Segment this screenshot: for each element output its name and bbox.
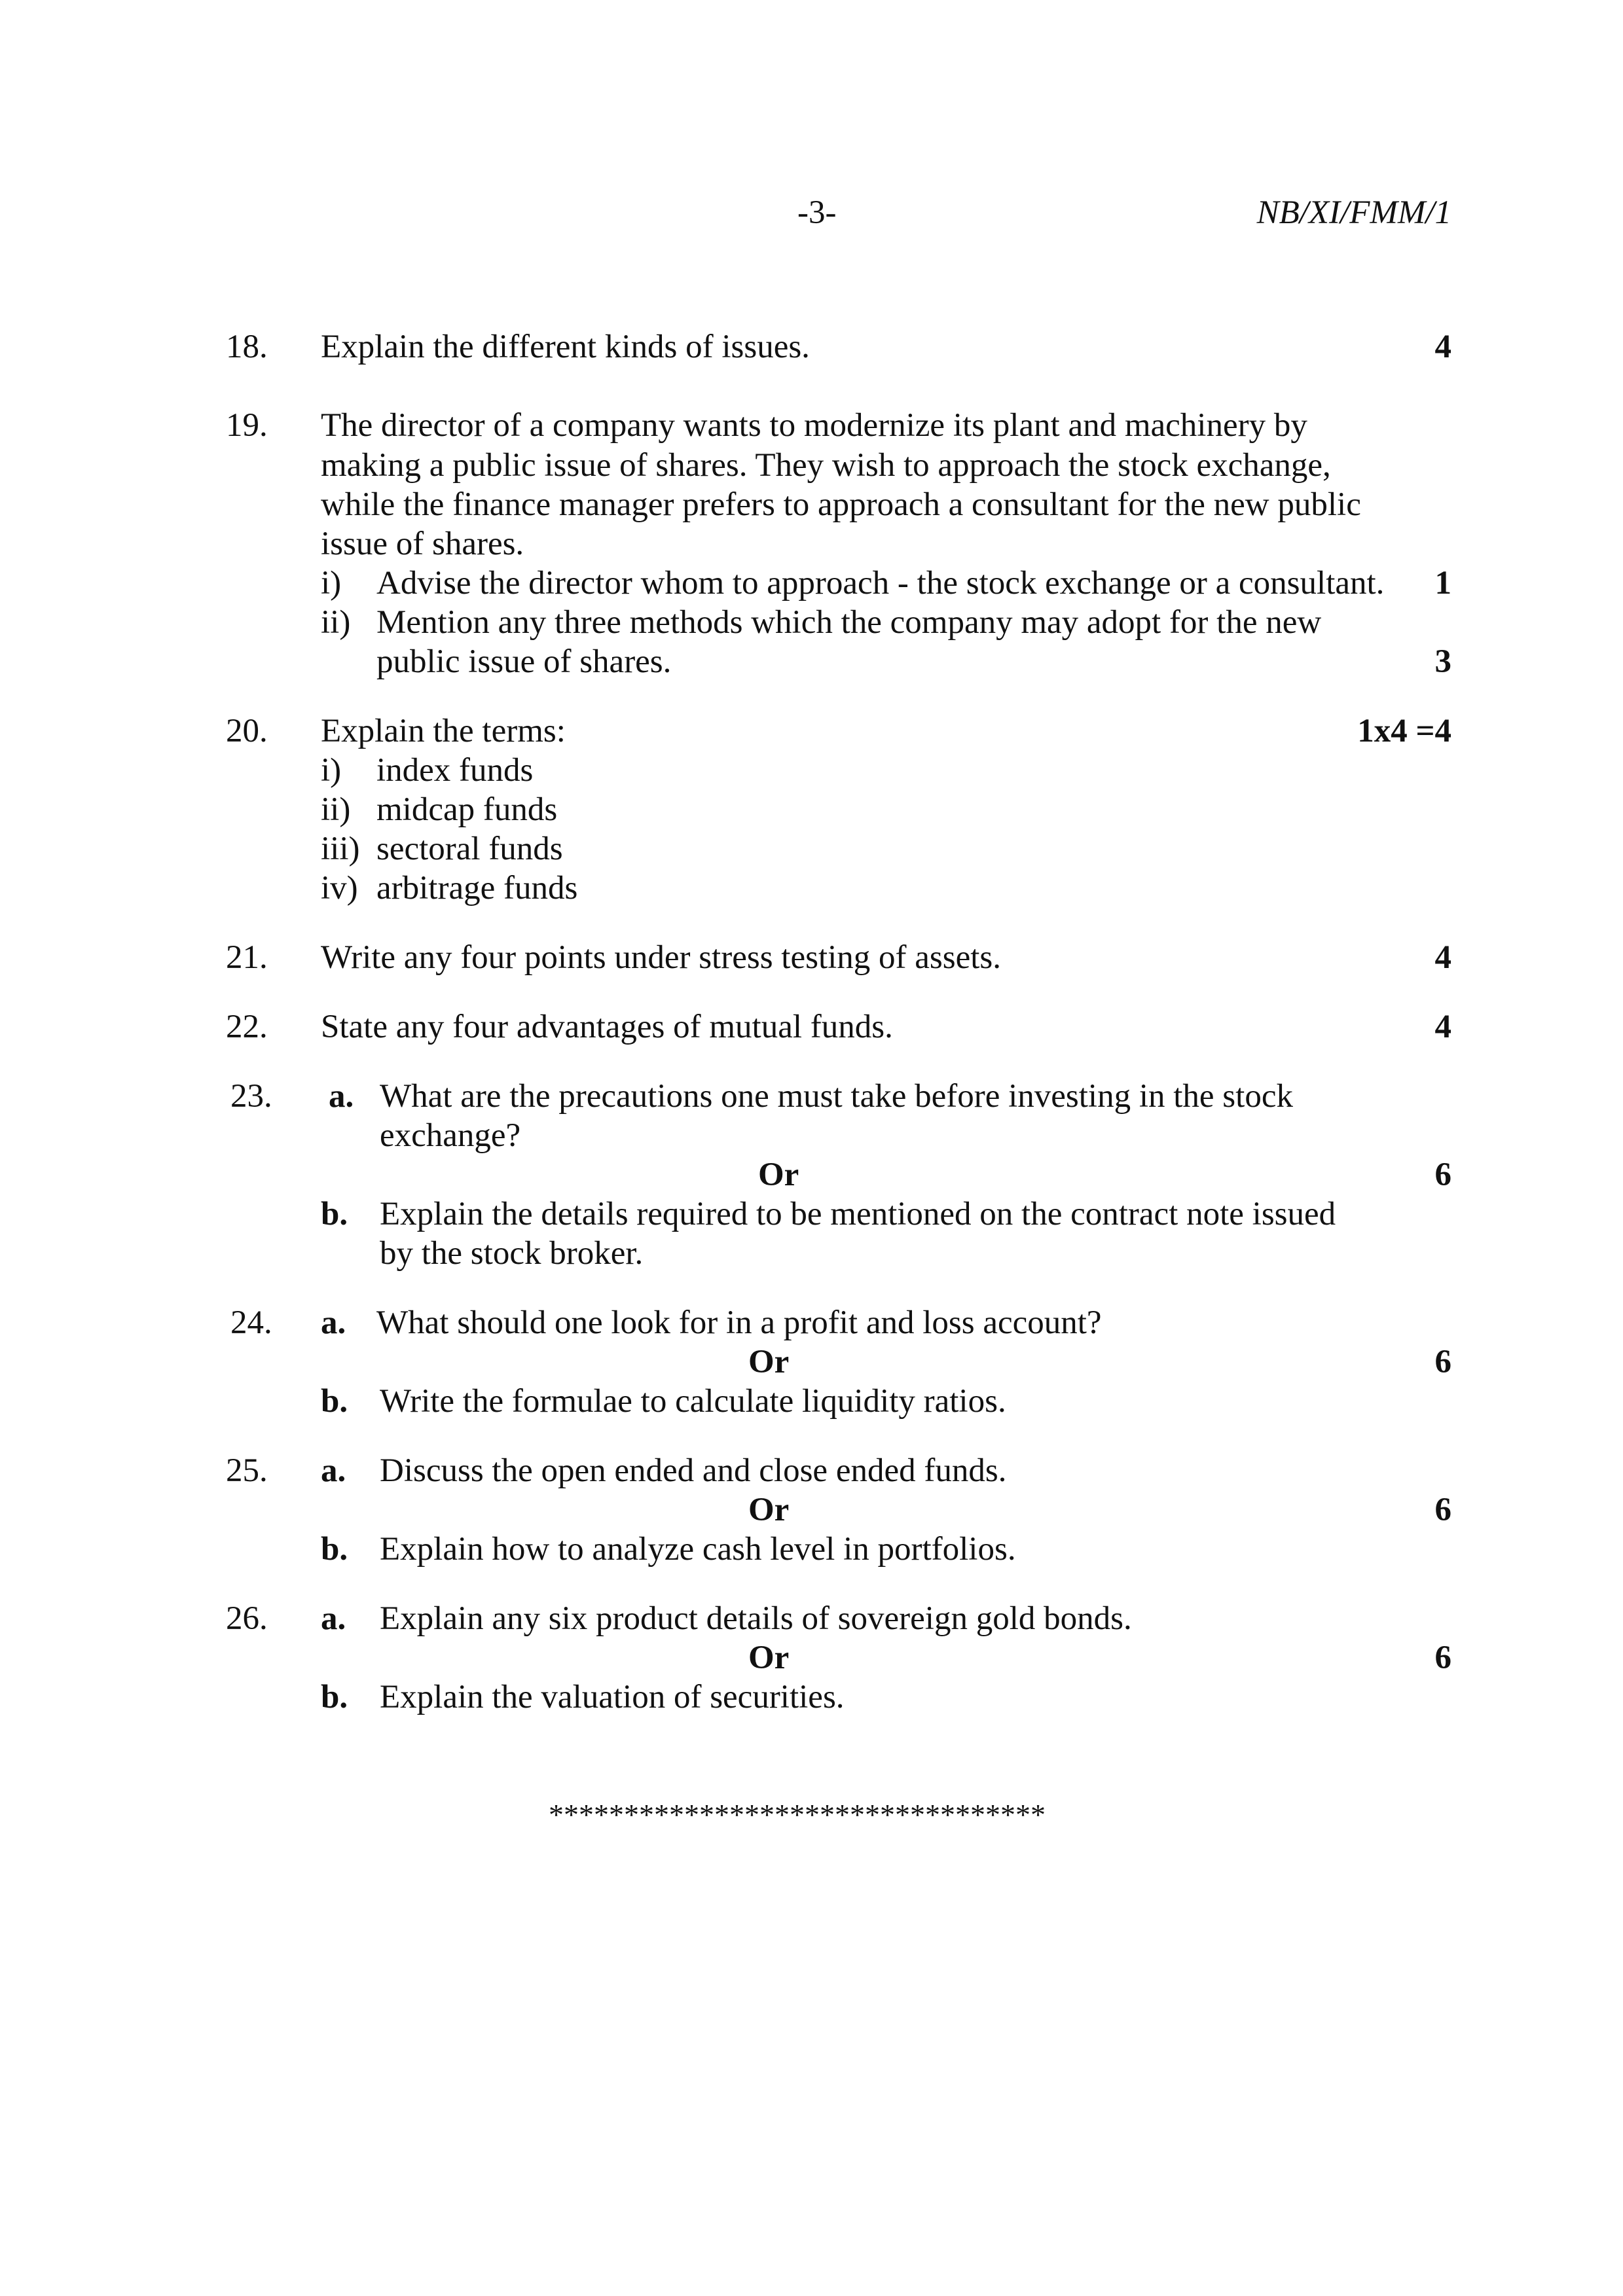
question-text: Write any four points under stress testing of assets. [321,939,1002,976]
marks: 6 [1434,1640,1451,1676]
question-number: 22. [226,1009,268,1045]
item-text: index funds [376,752,534,789]
option-b-label: b. [321,1196,348,1232]
or-separator: Or [748,1640,790,1676]
option-b-text: Explain the details required to be mentioned on the contract note issued [380,1196,1336,1232]
or-separator: Or [748,1344,790,1380]
item-text: arbitrage funds [376,870,578,906]
option-b-label: b. [321,1383,348,1420]
marks: 4 [1434,329,1451,365]
question-text: State any four advantages of mutual funds. [321,1009,893,1045]
option-a-text: Discuss the open ended and close ended funds. [380,1452,1007,1489]
item-text: sectoral funds [376,831,563,867]
item-label: iv) [321,870,358,906]
question-number: 21. [226,939,268,976]
marks: 1 [1434,565,1451,601]
option-a-label: a. [321,1600,346,1637]
option-b-label: b. [321,1531,348,1568]
option-b-text: Explain how to analyze cash level in portfolios. [380,1531,1016,1568]
end-of-paper-stars: ********************************* [549,1798,1046,1831]
option-a-label: a. [329,1078,354,1115]
option-a-text: Explain any six product details of sovereign gold bonds. [380,1600,1132,1637]
sub-text: Mention any three methods which the company may adopt for the new [376,604,1322,641]
marks: 3 [1434,643,1451,680]
page-number: -3- [797,194,837,231]
option-a-text: What are the precautions one must take before investing in the stock [380,1078,1293,1115]
item-label: ii) [321,791,351,828]
sub-label: ii) [321,604,351,641]
marks: 4 [1434,939,1451,976]
item-label: iii) [321,831,360,867]
question-line: making a public issue of shares. They wish to approach the stock exchange, [321,447,1331,484]
item-label: i) [321,752,342,789]
question-number: 18. [226,329,268,365]
question-text: Explain the different kinds of issues. [321,329,810,365]
option-b-label: b. [321,1679,348,1715]
marks: 1x4 =4 [1357,713,1451,749]
sub-text: public issue of shares. [376,643,672,680]
sub-text: Advise the director whom to approach - the stock exchange or a consultant. [376,565,1385,601]
or-separator: Or [758,1157,799,1193]
question-line: issue of shares. [321,526,524,562]
option-a-text: What should one look for in a profit and loss account? [376,1304,1102,1341]
item-text: midcap funds [376,791,558,828]
option-a-text: exchange? [380,1117,521,1154]
question-text: Explain the terms: [321,713,566,749]
question-number: 20. [226,713,268,749]
option-a-label: a. [321,1452,346,1489]
sub-label: i) [321,565,342,601]
question-number: 23. [230,1078,272,1115]
question-line: The director of a company wants to modernize its plant and machinery by [321,407,1307,444]
option-b-text: Explain the valuation of securities. [380,1679,845,1715]
question-number: 19. [226,407,268,444]
marks: 6 [1434,1492,1451,1528]
option-a-label: a. [321,1304,346,1341]
marks: 4 [1434,1009,1451,1045]
option-b-text: by the stock broker. [380,1235,644,1272]
question-number: 26. [226,1600,268,1637]
question-number: 24. [230,1304,272,1341]
option-b-text: Write the formulae to calculate liquidity ratios. [380,1383,1006,1420]
question-number: 25. [226,1452,268,1489]
or-separator: Or [748,1492,790,1528]
marks: 6 [1434,1344,1451,1380]
paper-code: NB/XI/FMM/1 [1256,194,1451,231]
question-line: while the finance manager prefers to approach a consultant for the new public [321,486,1361,523]
marks: 6 [1434,1157,1451,1193]
